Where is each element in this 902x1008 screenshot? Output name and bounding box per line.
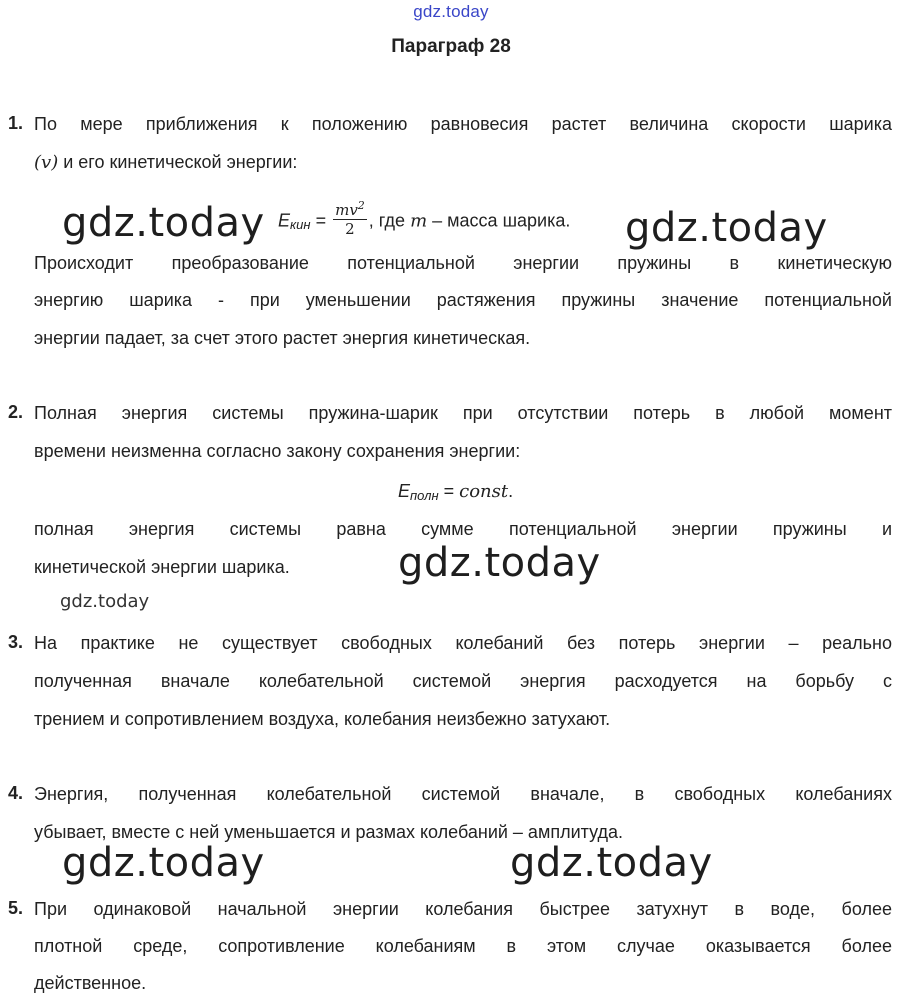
- item-line: При одинаковой начальной энергии колебания быстрее затухнут в воде, более: [34, 899, 892, 919]
- watermark-small: gdz.today: [60, 591, 150, 612]
- watermark: gdz.today: [398, 540, 601, 586]
- item-number: 2.: [8, 402, 24, 422]
- watermark: gdz.today: [62, 840, 265, 886]
- formula-eq: =: [438, 481, 460, 501]
- item-line: трением и сопротивлением воздуха, колебания неизбежно затухают.: [34, 709, 611, 729]
- formula-end: .: [508, 481, 514, 501]
- watermark: gdz.today: [625, 205, 828, 251]
- fraction-denominator: 2: [345, 220, 355, 238]
- fraction-numerator: [333, 197, 367, 220]
- item-line: энергии падает, за счет этого растет энергия кинетическая.: [34, 328, 531, 348]
- item-line: полная энергия системы равна сумме потенциальной энергии пружины и: [34, 519, 892, 539]
- item-line: Полная энергия системы пружина-шарик при отсутствии потерь в любой момент: [34, 403, 892, 423]
- item-number: 1.: [8, 113, 24, 133]
- numerator-text: mv: [335, 201, 358, 219]
- item-line: убывает, вместе с ней уменьшается и размах колебаний – амплитуда.: [34, 822, 623, 842]
- formula-E: E: [278, 210, 291, 231]
- var-v: (v): [34, 152, 59, 173]
- formula-sub: полн: [410, 488, 439, 503]
- item-number: 5.: [8, 898, 24, 918]
- total-energy-formula: [398, 480, 513, 504]
- formula-fraction: [333, 197, 367, 238]
- formula-m: m: [410, 210, 428, 232]
- numerator-power: 2: [357, 199, 365, 212]
- kinetic-energy-formula: [278, 201, 570, 242]
- item-line: Происходит преобразование потенциальной энергии пружины в кинетическую: [34, 253, 892, 273]
- item-line-text: и его кинетической энергии:: [63, 152, 298, 172]
- formula-tail-b: – масса шарика.: [427, 210, 571, 231]
- item-line: энергию шарика - при уменьшении растяжения пружины значение потенциальной: [34, 290, 892, 310]
- formula-tail-a: , где: [368, 210, 411, 231]
- item-line: На практике не существует свободных колебаний без потерь энергии – реально: [34, 633, 892, 653]
- item-line: времени неизменна согласно закону сохранения энергии:: [34, 441, 521, 461]
- watermark: gdz.today: [510, 840, 713, 886]
- item-line: кинетической энергии шарика.: [34, 557, 290, 577]
- item-line: По мере приближения к положению равновесия растет величина скорости шарика: [34, 114, 892, 134]
- formula-rhs: const: [459, 481, 509, 502]
- item-line: полученная вначале колебательной системой энергия расходуется на борьбу с: [34, 671, 892, 691]
- item-line: [34, 151, 297, 174]
- item-line: Энергия, полученная колебательной системой вначале, в свободных колебаниях: [34, 784, 892, 804]
- top-watermark: gdz.today: [413, 2, 489, 21]
- item-line: плотной среде, сопротивление колебаниям в этом случае оказывается более: [34, 936, 892, 956]
- item-number: 3.: [8, 632, 24, 652]
- item-number: 4.: [8, 783, 24, 803]
- formula-eq: =: [315, 210, 327, 231]
- page-title: Параграф 28: [391, 36, 511, 57]
- formula-sub: кин: [290, 217, 311, 233]
- item-line: действенное.: [34, 973, 147, 993]
- formula-E: E: [398, 481, 411, 501]
- watermark: gdz.today: [62, 200, 265, 246]
